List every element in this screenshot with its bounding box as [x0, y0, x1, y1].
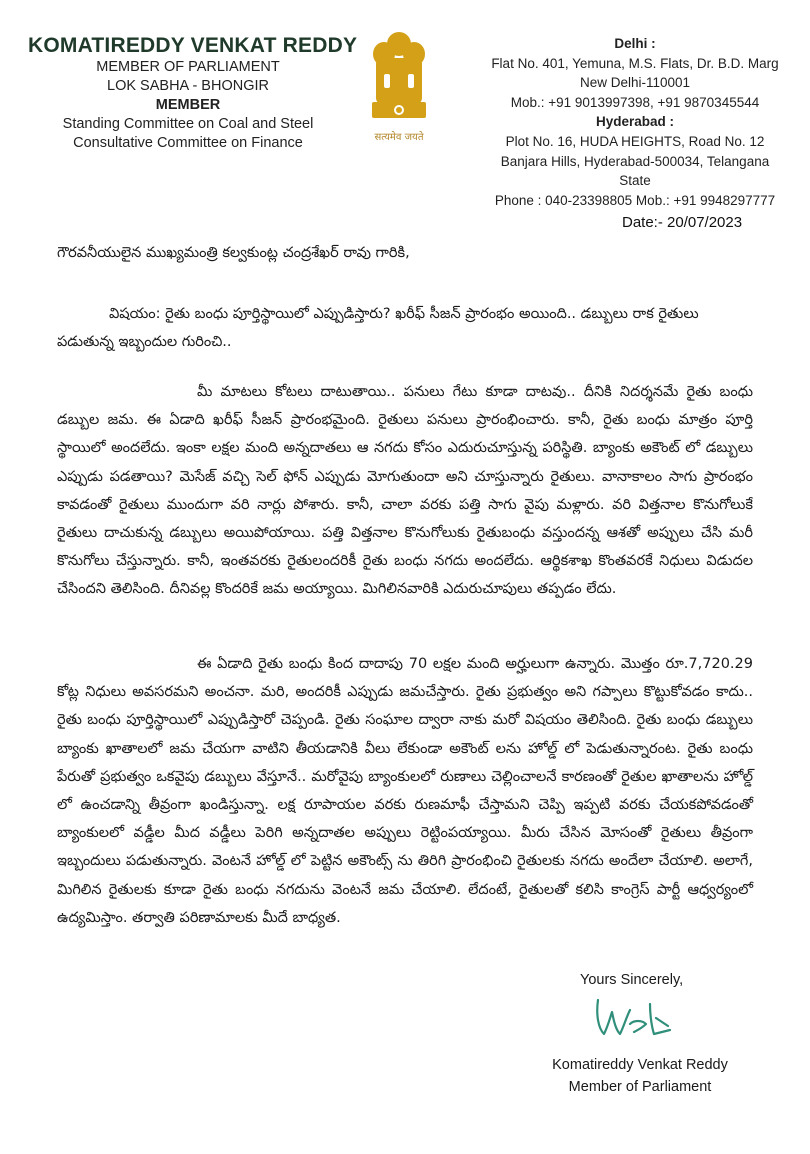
mp-role: MEMBER OF PARLIAMENT [96, 59, 280, 75]
member-label: MEMBER [155, 97, 221, 113]
delhi-label: Delhi : [614, 36, 656, 51]
closing-line: Yours Sincerely, [580, 972, 684, 988]
hyderabad-address-line1: Plot No. 16, HUDA HEIGHTS, Road No. 12 [505, 133, 765, 149]
hyderabad-label: Hyderabad : [595, 114, 675, 130]
letter-date: Date:- 20/07/2023 [622, 214, 743, 231]
committee-coal-steel: Standing Committee on Coal and Steel [62, 116, 314, 132]
mp-constituency: LOK SABHA - BHONGIR [107, 78, 269, 94]
national-emblem-icon [362, 22, 436, 152]
hyderabad-phone: Phone : 040-23398805 Mob.: +91 9948297777 [494, 192, 776, 208]
delhi-address-line2: New Delhi-110001 [579, 75, 691, 91]
paragraph-2-text: ఈ ఏడాది రైతు బంధు కింద దాదాపు 70 లక్షల మంది అర్హులుగా ఉన్నారు. మొత్తం రూ.7,720.29 కోట్ల నిధులు అవసరమని అంచనా. మరి, అందరికీ ఎప్పుడు జమచేస్తారు. రైతు ప్రభుత్వం అని గప్పాలు కొట్టుకోవడం కాదు.. రైతు బంధు పూర్తిస్థాయిలో ఎప్పుడిస్తారో చెప్పండి. రైతు సంఘాల ద్వారా నాకు మరో విషయం తెలిసింది. రైతు బంధు డబ్బులు బ్యాంకు ఖాతాలలో జమ చేయగా వాటిని తీయడానికి వీలు లేకుండా అకౌంట్ లను హోల్డ్ లో పెడుతున్నారంట. రైతు బంధు పేరుతో ప్రభుత్వం ఒకవైపు డబ్బులు వేస్తూనే.. మరోవైపు బ్యాంకులలో రుణాలు చెల్లించాలనే కారణంతో రైతుల ఖాతాలను హోల్డ్ లో ఉంచడాన్ని తీవ్రంగా ఖండిస్తున్నా. లక్ష రూపాయల వరకు రుణమాఫీ చేస్తామని చెప్పి ఇప్పటి వరకు చేయకపోవడంతో బ్యాంకులలో వడ్డీల మీద వడ్డీలు పెరిగి అన్నదాతల అప్పులు రెట్టింపయ్యాయి. మీరు చేసిన మోసంతో రైతులు తీవ్రంగా ఇబ్బందులు పడుతున్నారు. వెంటనే హోల్డ్ లో పెట్టిన అకౌంట్స్ ను తిరిగి ప్రారంభించి రైతులకు నగదు అందేలా చేయాలి. అలాగే, మిగిలిన రైతులకు కూడా రైతు బంధు నగదును వెంటనే జమ చేయాలి. లేదంటే, రైతులతో కలిసి కాంగ్రెస్ పార్టీ ఆధ్వర్యంలో ఉద్యమిస్తాం. తర్వాతి పరిణామాలకు మీదే బాధ్యత. [57, 656, 753, 926]
hyderabad-address-line2: Banjara Hills, Hyderabad-500034, Telangana State [500, 153, 770, 189]
signer-title: Member of Parliament [568, 1079, 712, 1095]
delhi-address-line1: Flat No. 401, Yemuna, M.S. Flats, Dr. B.D. Marg [491, 55, 779, 71]
subject-line [57, 300, 753, 356]
paragraph-1-text: మీ మాటలు కోటలు దాటుతాయి.. పనులు గేటు కూడా దాటవు.. దీనికి నిదర్శనమే రైతు బంధు డబ్బుల జమ. ఈ ఏడాది ఖరీఫ్ సీజన్ ప్రారంభమైంది. రైతులు పనులు ప్రారంభించారు. కానీ, రైతు బంధు మాత్రం పూర్తి స్థాయిలో అందలేదు. ఇంకా లక్షల మంది అన్నదాతలు ఆ నగదు కోసం ఎదురుచూస్తున్న పరిస్థితి. బ్యాంకు అకౌంట్ లో డబ్బులు ఎప్పుడు పడతాయి? మెసేజ్ వచ్చి సెల్ ఫోన్ ఎప్పుడు మోగుతుందా అని చూస్తున్నారు రైతులు. వానాకాలం సాగు ప్రారంభం కావడంతో రైతులు ముందుగా వరి నార్లు పోశారు. కానీ, చాలా వరకు పత్తి సాగు వైపు మళ్లారు. వరి విత్తనాల కొనుగోలుకే రైతులు దాచుకున్న డబ్బులు అయిపోయాయి. పత్తి విత్తనాల కొనుగోలుకు రైతుబంధు వస్తుందన్న ఆశతో అప్పులు చేసి మరీ కొనుగోలు చేస్తున్నారు. కానీ, ఇంతవరకు రైతులందరికీ రైతు బంధు నగదు అందలేదు. ఆర్థికశాఖ కొంతవరకే నిధులు విడుదల చేసిందని తెలిసింది. దీనివల్ల కొందరికే జమ అయ్యాయి. మిగిలినవారికి ఎదురుచూపులు తప్పడం లేదు. [57, 384, 753, 598]
signature [590, 990, 686, 1044]
delhi-mobile: Mob.: +91 9013997398, +91 9870345544 [510, 94, 760, 110]
body-paragraph-1 [57, 378, 753, 604]
signer-name: Komatireddy Venkat Reddy [552, 1057, 728, 1073]
emblem-motto: सत्यमेव जयते [374, 132, 424, 143]
letterhead-right [485, 34, 785, 210]
letterhead-left [28, 34, 358, 153]
salutation: గౌరవనీయులైన ముఖ్యమంత్రి కల్వకుంట్ల చంద్రశేఖర్ రావు గారికి, [57, 245, 410, 261]
committee-finance: Consultative Committee on Finance [73, 135, 303, 151]
mp-name: KOMATIREDDY VENKAT REDDY [28, 34, 358, 57]
signer-block [515, 1054, 765, 1098]
subject-text: విషయం: రైతు బంధు పూర్తిస్థాయిలో ఎప్పుడిస్తారు? ఖరీఫ్ సీజన్ ప్రారంభం అయింది.. డబ్బులు రాక రైతులు పడుతున్న ఇబ్బందుల గురించి.. [57, 306, 699, 350]
body-paragraph-2 [57, 650, 753, 932]
